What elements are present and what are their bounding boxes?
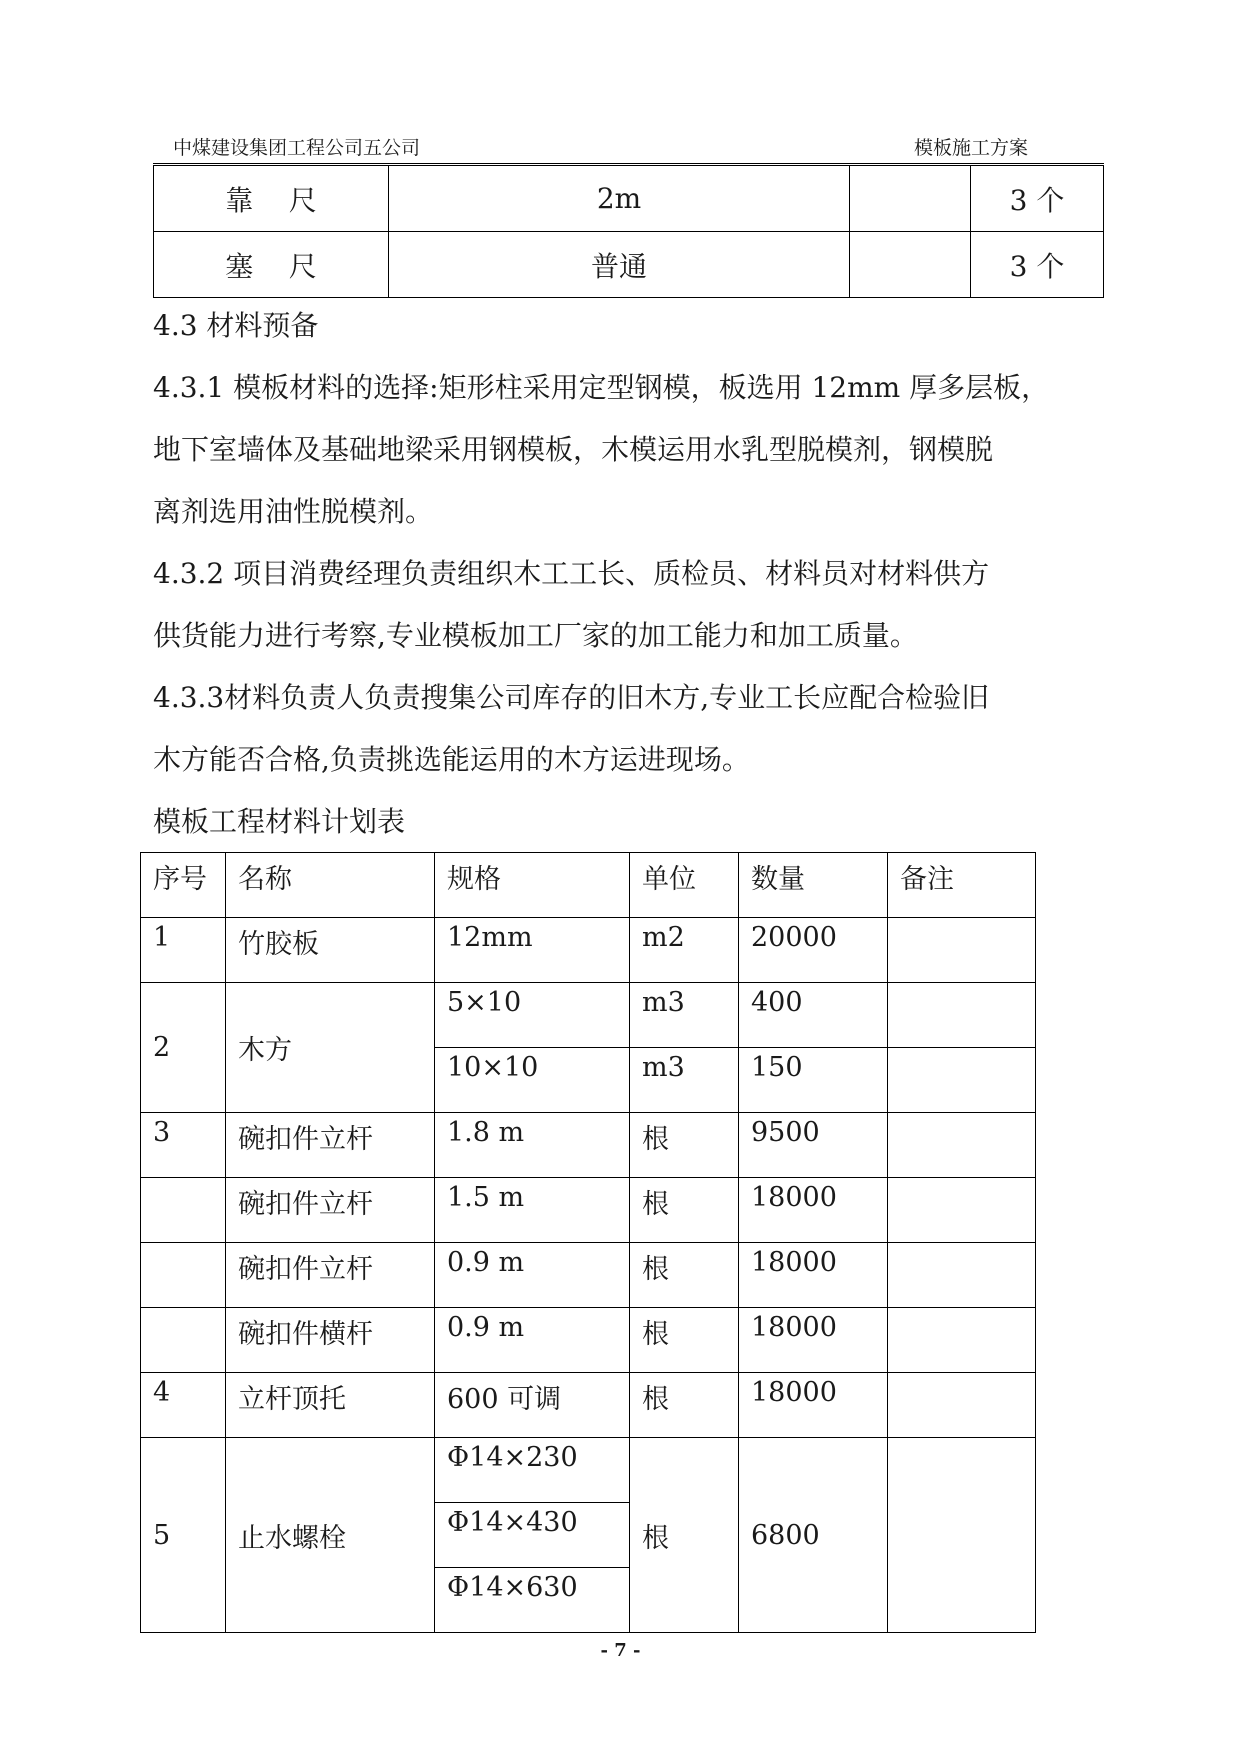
- cell-name: 立杆顶托: [226, 1373, 435, 1438]
- cell-note: [888, 1243, 1036, 1308]
- table-row: [141, 918, 1036, 983]
- tool-spec: 2m: [389, 166, 850, 232]
- tool-note: [850, 232, 971, 298]
- table-header-row: [141, 853, 1036, 918]
- table-row: [154, 166, 1104, 232]
- tool-name: 塞 尺: [154, 232, 389, 298]
- cell-note: [888, 1113, 1036, 1178]
- cell-spec: 0.9 m: [435, 1243, 630, 1308]
- table-row: [141, 1113, 1036, 1178]
- material-table: [140, 852, 1036, 1633]
- cell-spec: 5×10: [435, 983, 630, 1048]
- tools-table: [153, 165, 1104, 298]
- col-header: 单位: [630, 853, 739, 918]
- table-row: [141, 1438, 1036, 1503]
- paragraph-line: 离剂选用油性脱模剂。: [153, 495, 434, 528]
- cell-spec: 10×10: [435, 1048, 630, 1113]
- tool-qty: 3 个: [971, 232, 1104, 298]
- table-row: [154, 232, 1104, 298]
- cell-qty: 18000: [739, 1308, 888, 1373]
- cell-no: [141, 1308, 226, 1373]
- cell-note: [888, 1048, 1036, 1113]
- cell-spec: Φ14×430: [435, 1503, 630, 1568]
- paragraph-line: 4.3.1 模板材料的选择:矩形柱采用定型钢模，板选用 12mm 厚多层板，: [153, 371, 1050, 404]
- cell-unit: 根: [630, 1243, 739, 1308]
- paragraph-line: 4.3.2 项目消费经理负责组织木工工长、质检员、材料员对材料供方: [153, 557, 990, 590]
- cell-note: [888, 983, 1036, 1048]
- cell-spec: Φ14×630: [435, 1568, 630, 1633]
- cell-qty: 400: [739, 983, 888, 1048]
- header-rule: [153, 163, 1104, 164]
- table-row: [141, 1243, 1036, 1308]
- cell-unit: 根: [630, 1178, 739, 1243]
- cell-no: 5: [141, 1438, 226, 1633]
- cell-name: 碗扣件横杆: [226, 1308, 435, 1373]
- cell-spec: 0.9 m: [435, 1308, 630, 1373]
- cell-name: 竹胶板: [226, 918, 435, 983]
- col-header: 备注: [888, 853, 1036, 918]
- cell-spec: 1.8 m: [435, 1113, 630, 1178]
- col-header: 数量: [739, 853, 888, 918]
- cell-unit: 根: [630, 1113, 739, 1178]
- paragraph-line: 地下室墙体及基础地梁采用钢模板，木模运用水乳型脱模剂，钢模脱: [153, 433, 994, 466]
- header-doc-title: 模板施工方案: [914, 137, 1029, 159]
- cell-note: [888, 1308, 1036, 1373]
- cell-note: [888, 918, 1036, 983]
- cell-name: 碗扣件立杆: [226, 1178, 435, 1243]
- cell-no: 4: [141, 1373, 226, 1438]
- cell-unit: 根: [630, 1438, 739, 1633]
- col-header: 名称: [226, 853, 435, 918]
- col-header: 序号: [141, 853, 226, 918]
- header-company: 中煤建设集团工程公司五公司: [173, 137, 421, 159]
- cell-qty: 18000: [739, 1373, 888, 1438]
- page-number: - 7 -: [600, 1640, 641, 1661]
- cell-no: 1: [141, 918, 226, 983]
- table-row: [141, 983, 1036, 1048]
- cell-note: [888, 1373, 1036, 1438]
- cell-name: 止水螺栓: [226, 1438, 435, 1633]
- tool-spec: 普通: [389, 232, 850, 298]
- cell-no: [141, 1243, 226, 1308]
- cell-unit: m3: [630, 1048, 739, 1113]
- paragraph-line: 4.3.3材料负责人负责搜集公司库存的旧木方,专业工长应配合检验旧: [153, 681, 990, 714]
- table-title: 模板工程材料计划表: [153, 805, 406, 838]
- cell-note: [888, 1438, 1036, 1633]
- cell-name: 碗扣件立杆: [226, 1113, 435, 1178]
- cell-name: 碗扣件立杆: [226, 1243, 435, 1308]
- cell-spec: Φ14×230: [435, 1438, 630, 1503]
- table-row: [141, 1178, 1036, 1243]
- cell-qty: 9500: [739, 1113, 888, 1178]
- cell-no: 2: [141, 983, 226, 1113]
- paragraph-line: 供货能力进行考察,专业模板加工厂家的加工能力和加工质量。: [153, 619, 918, 652]
- cell-note: [888, 1178, 1036, 1243]
- cell-qty: 150: [739, 1048, 888, 1113]
- table-row: [141, 1308, 1036, 1373]
- cell-unit: m3: [630, 983, 739, 1048]
- cell-unit: m2: [630, 918, 739, 983]
- cell-no: [141, 1178, 226, 1243]
- cell-unit: 根: [630, 1373, 739, 1438]
- cell-spec: 1.5 m: [435, 1178, 630, 1243]
- cell-qty: 20000: [739, 918, 888, 983]
- cell-name: 木方: [226, 983, 435, 1113]
- cell-qty: 18000: [739, 1243, 888, 1308]
- cell-spec: 600 可调: [435, 1373, 630, 1438]
- tool-name: 靠 尺: [154, 166, 389, 232]
- cell-unit: 根: [630, 1308, 739, 1373]
- section-heading: 4.3 材料预备: [153, 309, 319, 342]
- tool-note: [850, 166, 971, 232]
- table-row: [141, 1373, 1036, 1438]
- cell-qty: 18000: [739, 1178, 888, 1243]
- cell-spec: 12mm: [435, 918, 630, 983]
- col-header: 规格: [435, 853, 630, 918]
- cell-qty: 6800: [739, 1438, 888, 1633]
- paragraph-line: 木方能否合格,负责挑选能运用的木方运进现场。: [153, 743, 750, 776]
- cell-no: 3: [141, 1113, 226, 1178]
- tool-qty: 3 个: [971, 166, 1104, 232]
